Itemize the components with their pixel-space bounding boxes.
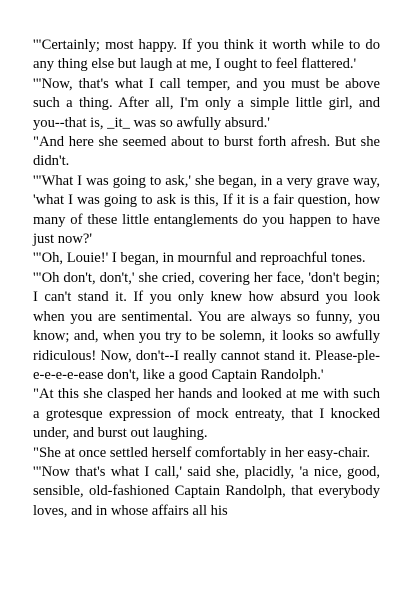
page-text [33,36,380,521]
paragraph: '"Certainly; most happy. If you think it worth while to do any thing else but laugh at me, I ought to feel flattered.' [33,37,380,73]
paragraph: '"Oh, Louie!' I began, in mournful and reproachful tones. [33,250,366,267]
paragraph: '"Now that's what I call,' said she, placidly, 'a nice, good, sensible, old-fashioned Captain Randolph, that everybody loves, and in whose affairs all his [33,463,380,519]
paragraph: "She at once settled herself comfortably in her easy-chair. [33,444,371,461]
paragraph: "At this she clasped her hands and looked at me with such a grotesque expression of mock entreaty, that I knocked under, and burst out laughing. [33,386,380,442]
paragraph: "And here she seemed about to burst forth afresh. But she didn't. [33,134,380,170]
paragraph: '"Now, that's what I call temper, and you must be above such a thing. After all, I'm only a simple little girl, and you--that is, _it_ was so awfully absurd.' [33,75,380,131]
paragraph: '"What I was going to ask,' she began, in a very grave way, 'what I was going to ask is this, If it is a fair question, how many of these little entanglements do you happen to have just now?' [33,172,380,248]
paragraph: '"Oh don't, don't,' she cried, covering her face, 'don't begin; I can't stand it. If you only knew how absurd you look when you are sentimental. You are always so funny, you know; and, when you try to be solemn, it looks so awfully ridiculous! Now, don't--I really cannot stand it. Please-ple-e-e-e-e-ease don't, like a good Captain Randolph.' [33,269,380,383]
